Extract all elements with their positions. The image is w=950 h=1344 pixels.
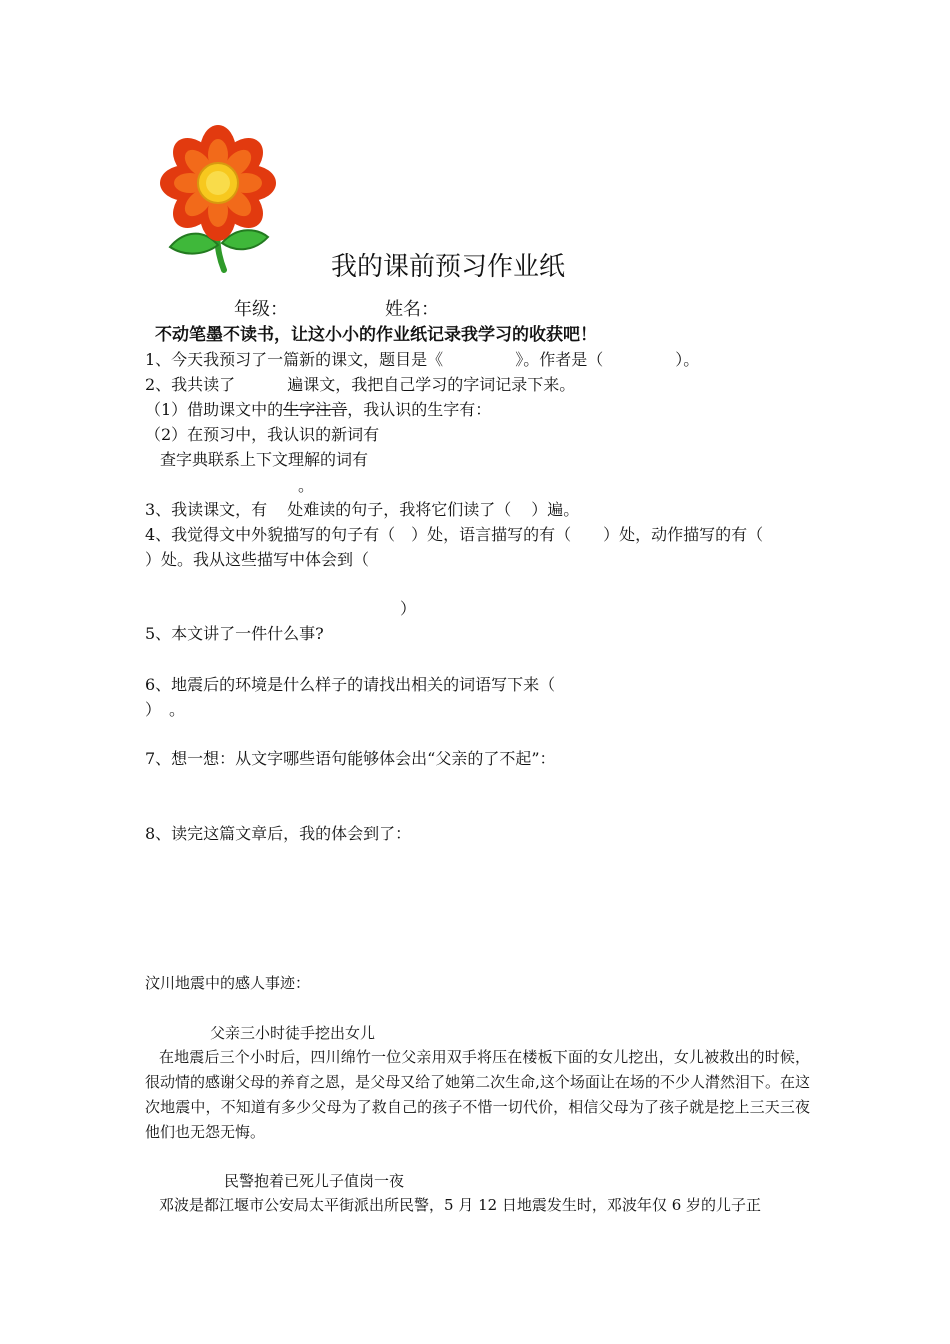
flower-icon [160, 125, 280, 275]
question-2: 2、我共读了 遍课文，我把自己学习的字词记录下来。 [145, 375, 576, 394]
question-7: 7、想一想：从文字哪些语句能够体会出“父亲的了不起”： [145, 749, 556, 768]
struck-text: 生字注音 [283, 400, 348, 419]
question-2-2: （2）在预习中，我认识的新词有 [145, 425, 380, 444]
question-2-3: 查字典联系上下文理解的词有 [160, 450, 369, 469]
question-3: 3、我读课文，有 处难读的句子，我将它们读了（ ）遍。 [145, 500, 580, 519]
story-1-text: 在地震后三个小时后，四川绵竹一位父亲用双手将压在楼板下面的女儿挖出，女儿被救出的时候，很动情的感谢父母的养育之恩，是父母又给了她第二次生命,这个场面让在场的不少人潸然泪下。在这次地震中，不知道有多少父母为了救自己的孩子不惜一切代价，相信父母为了孩子就是挖上三天三夜他们也无怨无悔。 [145, 1048, 810, 1141]
question-8: 8、读完这篇文章后，我的体会到了： [145, 824, 412, 843]
question-6-line2: ） 。 [145, 700, 186, 719]
question-4-line1: 4、我觉得文中外貌描写的句子有（ ）处，语言描写的有（ ）处，动作描写的有（ [145, 525, 764, 544]
question-2-end: 。 [298, 476, 315, 495]
question-1: 1、今天我预习了一篇新的课文，题目是《 》。作者是（ ）。 [145, 350, 700, 369]
question-4-line2: ）处。我从这些描写中体会到（ [145, 550, 370, 569]
slogan: 不动笔墨不读书，让这小小的作业纸记录我学习的收获吧！ [155, 325, 597, 345]
page-title: 我的课前预习作业纸 [331, 252, 566, 282]
stories-heading: 汶川地震中的感人事迹： [145, 974, 311, 992]
grade-label: 年级： [234, 299, 288, 320]
story-2-text: 邓波是都江堰市公安局太平街派出所民警，5 月 12 日地震发生时，邓波年仅 6 岁的儿子正 [159, 1196, 762, 1214]
name-label: 姓名： [385, 299, 439, 320]
story-1-title: 父亲三小时徒手挖出女儿 [210, 1024, 376, 1042]
question-5: 5、本文讲了一件什么事? [145, 624, 324, 643]
story-2-title: 民警抱着已死儿子值岗一夜 [224, 1172, 405, 1190]
question-2-1: （1）借助课文中的生字注音，我认识的生字有： [145, 400, 492, 419]
question-6-line1: 6、地震后的环境是什么样子的请找出相关的词语写下来（ [145, 675, 556, 694]
question-4-close: ） [400, 599, 417, 618]
